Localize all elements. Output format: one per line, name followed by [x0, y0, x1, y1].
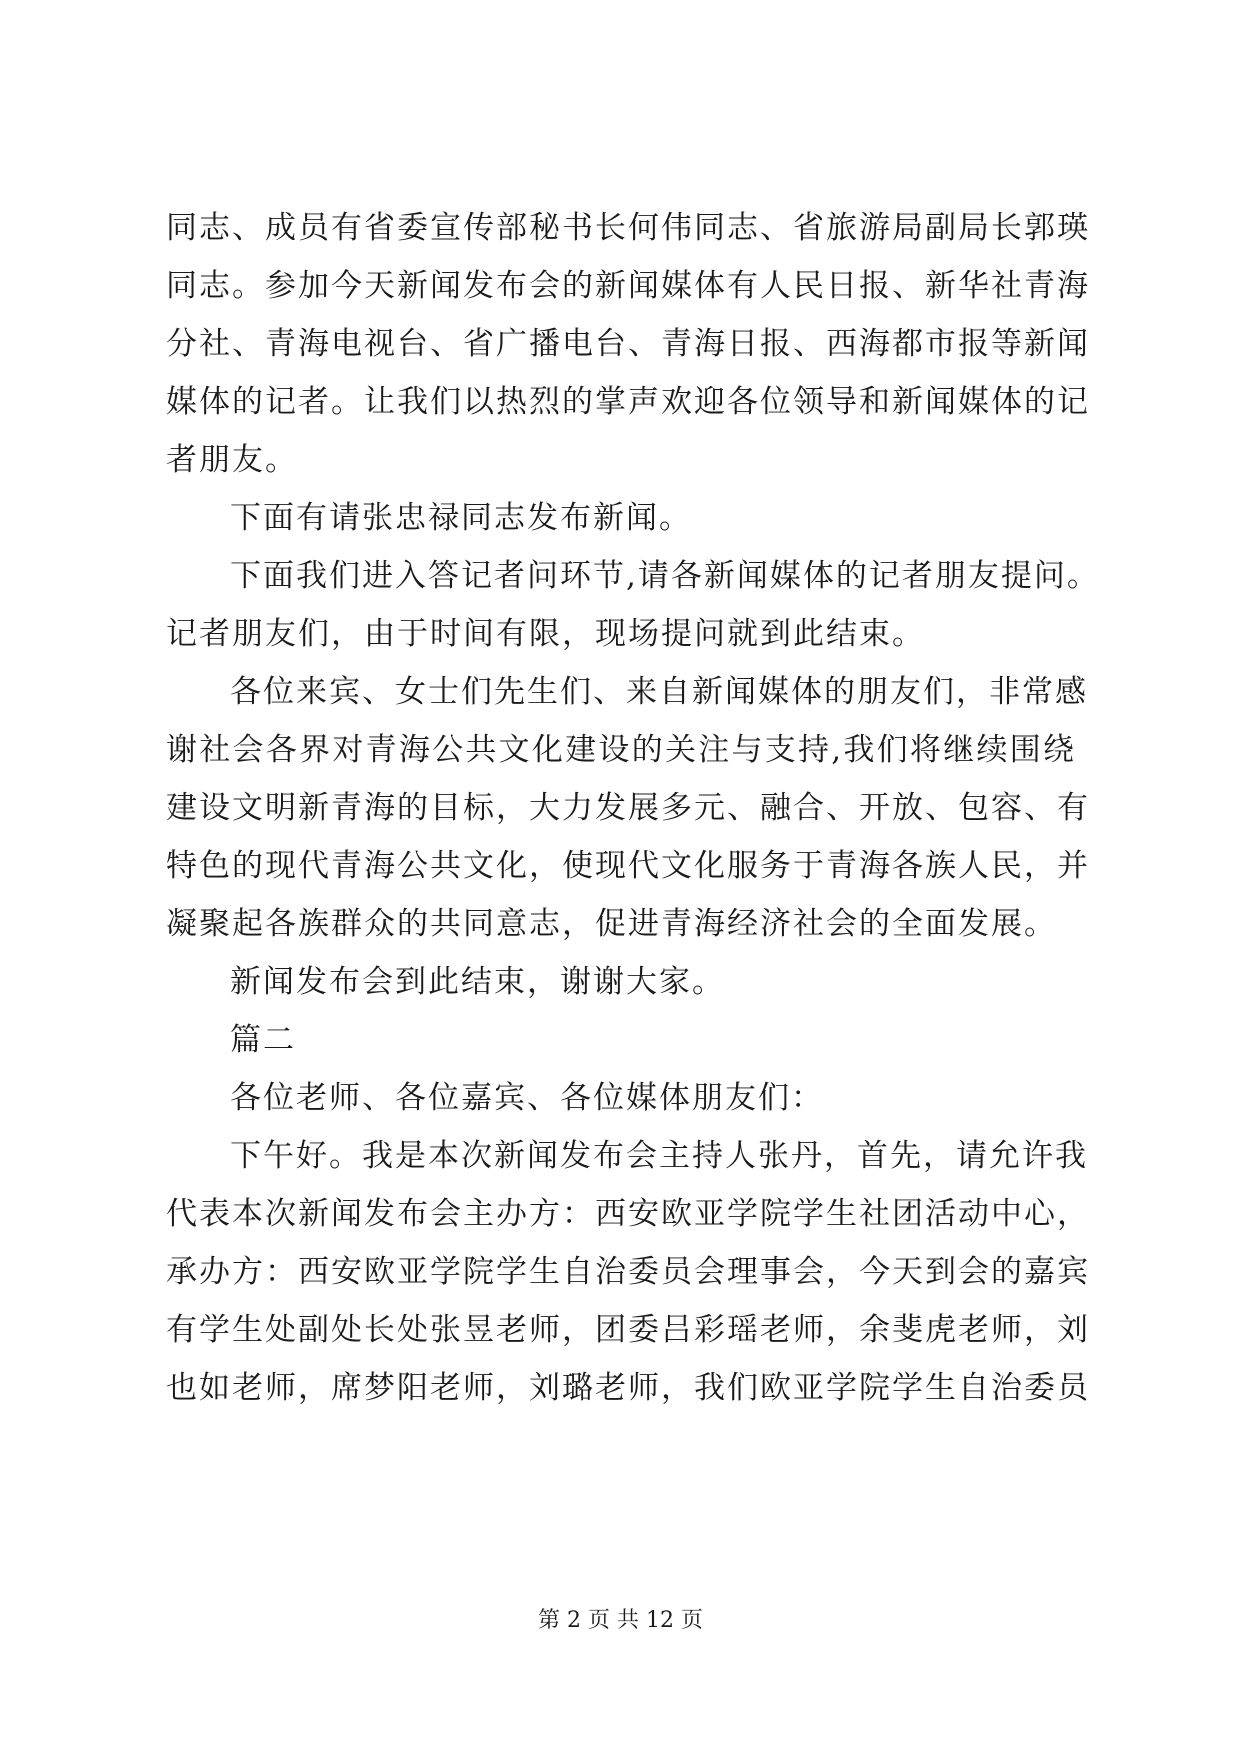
text-line: 下面我们进入答记者问环节,请各新闻媒体的记者朋友提问。 — [230, 558, 1100, 594]
text-line: 代表本次新闻发布会主办方：西安欧亚学院学生社团活动中心， — [166, 1196, 1090, 1232]
text-line: 分社、青海电视台、省广播电台、青海日报、西海都市报等新闻 — [166, 326, 1090, 362]
text-line: 新闻发布会到此结束，谢谢大家。 — [230, 964, 725, 1000]
text-line: 下午好。我是本次新闻发布会主持人张丹，首先，请允许我 — [230, 1138, 1088, 1174]
text-line: 记者朋友们，由于时间有限，现场提问就到此结束。 — [166, 616, 925, 652]
text-line: 建设文明新青海的目标，大力发展多元、融合、开放、包容、有 — [166, 790, 1090, 826]
text-line: 也如老师，席梦阳老师，刘璐老师，我们欧亚学院学生自治委员 — [166, 1370, 1090, 1406]
text-line: 承办方：西安欧亚学院学生自治委员会理事会，今天到会的嘉宾 — [166, 1254, 1090, 1290]
text-line: 各位来宾、女士们先生们、来自新闻媒体的朋友们，非常感 — [230, 674, 1088, 710]
text-line: 各位老师、各位嘉宾、各位媒体朋友们： — [230, 1080, 824, 1116]
page-number: 第 2 页 共 12 页 — [538, 1608, 703, 1633]
text-line: 媒体的记者。让我们以热烈的掌声欢迎各位领导和新闻媒体的记 — [166, 384, 1090, 420]
text-line: 谢社会各界对青海公共文化建设的关注与支持,我们将继续围绕 — [166, 732, 1076, 768]
text-line: 者朋友。 — [166, 442, 298, 478]
text-line: 同志、成员有省委宣传部秘书长何伟同志、省旅游局副局长郭瑛 — [166, 210, 1090, 246]
text-line: 凝聚起各族群众的共同意志，促进青海经济社会的全面发展。 — [166, 906, 1057, 942]
text-line: 有学生处副处长处张昱老师，团委吕彩瑶老师，余斐虎老师，刘 — [166, 1312, 1090, 1348]
text-line: 下面有请张忠禄同志发布新闻。 — [230, 500, 692, 536]
text-line: 特色的现代青海公共文化，使现代文化服务于青海各族人民，并 — [166, 848, 1090, 884]
text-line: 同志。参加今天新闻发布会的新闻媒体有人民日报、新华社青海 — [166, 268, 1090, 304]
section-heading: 篇二 — [230, 1022, 296, 1058]
